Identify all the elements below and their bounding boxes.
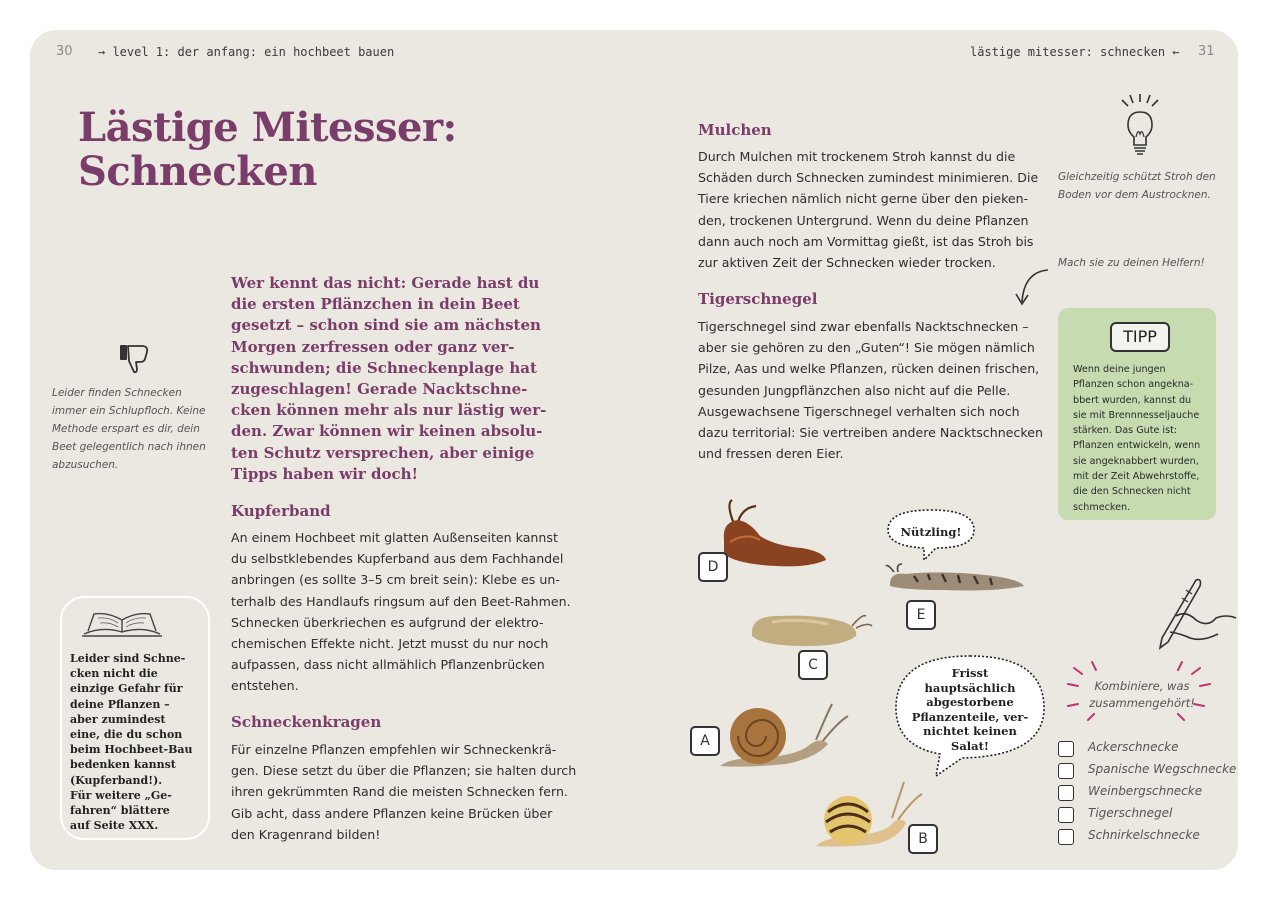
tipp-line: die den Schnecken nicht	[1073, 486, 1191, 498]
quiz-option-label: Tigerschnegel	[1088, 806, 1173, 820]
tigerschnegel-text	[698, 316, 1048, 464]
book-note-line: Leider sind Schne-	[70, 652, 186, 665]
left-running-title: → level 1: der anfang: ein hochbeet bauen	[98, 45, 395, 59]
helper-note: Mach sie zu deinen Helfern!	[1058, 257, 1205, 269]
tipp-line: bbert wurden, kannst du	[1073, 394, 1192, 406]
book-note-line: Für weitere „Ge-	[70, 788, 172, 802]
tipp-line: stärken. Das Gute ist:	[1073, 425, 1178, 437]
mulchen-text	[698, 146, 1048, 273]
quiz-option-label: Ackerschnecke	[1088, 740, 1179, 754]
intro-line: schwunden; die Schneckenplage hat	[231, 358, 537, 377]
body-line: Tigerschnegel sind zwar ebenfalls Nacktschnecken –	[698, 319, 1029, 334]
side-note-line: Leider finden Schnecken	[52, 387, 182, 399]
body-line: den Kragenrand bilden!	[231, 826, 381, 842]
quiz-option-label: Weinbergschnecke	[1088, 784, 1203, 798]
schneckenkragen-text	[231, 739, 581, 845]
bulb-note	[1058, 168, 1228, 204]
bubble-line: Pflanzenteile, ver-	[911, 709, 1029, 724]
body-line: chemischen Effekte nicht. Jetzt musst du nur noch	[231, 636, 549, 652]
intro-line: zugeschlagen! Gerade Nacktschne-	[231, 380, 528, 399]
body-line: entstehen.	[231, 678, 299, 694]
book-note-line: (Kupferband!).	[70, 773, 163, 787]
bubble-line: abgestorbene	[926, 695, 1014, 709]
label-d: D	[698, 552, 728, 582]
tipp-line: Pflanzen schon angekna-	[1073, 379, 1194, 391]
label-b: B	[908, 824, 938, 854]
label-a: A	[690, 726, 720, 756]
side-note-left	[52, 384, 212, 474]
right-page-number: 31	[1198, 44, 1215, 59]
book-note-line: beim Hochbeet-Bau	[70, 743, 193, 757]
bubble-line: nichtet keinen	[923, 724, 1017, 738]
book-note-line: aber zumindest	[70, 712, 166, 726]
book-note-text	[70, 651, 200, 833]
body-line: Tiere kriechen nämlich nicht gerne über den pieken-	[698, 191, 1029, 207]
body-line: Schäden durch Schnecken zumindest minimieren. Die	[698, 170, 1039, 186]
bubble-frisst-text	[896, 666, 1044, 753]
book-note-line: cken nicht die	[70, 667, 158, 681]
bubble-line: Salat!	[951, 738, 989, 753]
body-line: anbringen (es sollte 3–5 cm breit sein): Klebe es un-	[231, 572, 560, 588]
book-note-line: bedenken kannst	[70, 758, 176, 772]
body-line: du selbstklebendes Kupferband aus dem Fachhandel	[231, 551, 564, 567]
label-c: C	[798, 650, 828, 680]
bubble-line: hauptsächlich	[924, 680, 1016, 695]
heading-mulchen: Mulchen	[698, 121, 772, 139]
intro-line: ten Schutz versprechen, aber einige	[231, 443, 535, 462]
left-page-number: 30	[56, 44, 73, 59]
tipp-line: Wenn deine jungen	[1073, 364, 1166, 375]
body-line: Durch Mulchen mit trockenem Stroh kannst du die	[698, 149, 1016, 164]
tipp-line: sie angeknabbert wurden,	[1073, 455, 1199, 467]
curved-arrow-icon	[1012, 266, 1052, 308]
tipp-line: mit der Zeit Abwehrstoffe,	[1073, 471, 1200, 483]
body-line: den, trockenen Untergrund. Wenn du deine Pflanzen	[698, 212, 1029, 228]
quiz-prompt	[1084, 678, 1200, 712]
intro-line: Wer kennt das nicht: Gerade hast du	[231, 274, 540, 292]
thumbs-down-icon	[118, 343, 152, 375]
book-note-line: fahren“ blättere	[70, 804, 170, 818]
light-bulb-icon	[1118, 94, 1162, 160]
side-note-line: abzusuchen.	[52, 459, 119, 471]
book-note-line: auf Seite XXX.	[70, 819, 159, 833]
side-note-line: immer ein Schlupfloch. Keine	[52, 405, 206, 417]
right-running-title: lästige mitesser: schnecken ←	[970, 45, 1180, 59]
heading-tigerschnegel: Tigerschnegel	[698, 290, 818, 308]
tipp-line: sie mit Brennnesseljauche	[1073, 409, 1200, 421]
body-line: An einem Hochbeet mit glatten Außenseiten kannst	[231, 530, 558, 545]
checkbox[interactable]	[1058, 785, 1074, 801]
open-book-icon	[80, 610, 164, 640]
bubble-line: Frisst	[951, 666, 989, 680]
quiz-prompt-line: Kombiniere, was	[1094, 679, 1190, 693]
bulb-note-line: Gleichzeitig schützt Stroh den	[1058, 171, 1216, 183]
intro-line: die ersten Pflänzchen in dein Beet	[231, 295, 520, 314]
checkbox[interactable]	[1058, 741, 1074, 757]
body-line: dazu territorial: Sie vertreiben andere Nacktschnecken	[698, 425, 1043, 441]
body-line: und fressen deren Eier.	[698, 446, 844, 462]
intro-line: den. Zwar können wir keinen absolu-	[231, 422, 543, 441]
body-line: gen. Diese setzt du über die Pflanzen; sie halten durch	[231, 763, 577, 779]
side-note-line: Beet gelegentlich nach ihnen	[52, 441, 206, 453]
intro-line: gesetzt – schon sind sie am nächsten	[231, 316, 541, 335]
snail-a-image	[716, 696, 850, 774]
tipp-label: TIPP	[1110, 322, 1170, 352]
bubble-nuetzling-text: Nützling!	[900, 525, 962, 539]
body-line: Pilze, Aas und welke Pflanzen, rücken deinen frischen,	[698, 361, 1040, 377]
body-line: Ausgewachsene Tigerschnegel verhalten sich noch	[698, 403, 1020, 419]
book-note-line: eine, die du schon	[70, 728, 183, 742]
body-line: Gib acht, dass andere Pflanzen keine Brücken über	[231, 805, 553, 821]
title-line-1: Lästige Mitesser:	[78, 104, 457, 151]
tipp-line: schmecken.	[1073, 501, 1131, 513]
slug-e-image	[884, 562, 1026, 596]
writing-hand-icon	[1146, 576, 1240, 660]
tipp-line: Pflanzen entwickeln, wenn	[1073, 440, 1201, 452]
intro-line: Tipps haben wir doch!	[231, 464, 419, 483]
book-note-line: einzige Gefahr für	[70, 682, 183, 696]
kupferband-text	[231, 527, 581, 697]
title-line-2: Schnecken	[78, 148, 317, 195]
intro-paragraph	[231, 273, 571, 485]
body-line: terhalb des Handlaufs ringsum auf den Beet-Rahmen.	[231, 593, 571, 609]
checkbox[interactable]	[1058, 763, 1074, 779]
label-e: E	[906, 600, 936, 630]
quiz-option-label: Spanische Wegschnecke	[1088, 762, 1237, 776]
body-line: aber sie gehören zu den „Guten“! Sie mögen nämlich	[698, 340, 1035, 356]
book-note-line: deine Pflanzen –	[70, 697, 170, 711]
heading-schneckenkragen: Schneckenkragen	[231, 713, 382, 731]
bulb-note-line: Boden vor dem Austrocknen.	[1058, 189, 1211, 201]
heading-kupferband: Kupferband	[231, 502, 331, 520]
body-line: zur aktiven Zeit der Schnecken wieder trocken.	[698, 255, 996, 271]
body-line: ihren gekrümmten Rand die meisten Schnecken fern.	[231, 784, 568, 800]
tipp-text	[1073, 362, 1207, 515]
body-line: Schnecken überkriechen es aufgrund der elektro-	[231, 614, 544, 630]
side-note-line: Methode erspart es dir, dein	[52, 423, 200, 435]
quiz-option-label: Schnirkelschnecke	[1088, 828, 1200, 842]
slug-d-image	[716, 496, 832, 572]
body-line: dann auch noch am Vormittag gießt, ist das Stroh bis	[698, 233, 1034, 249]
body-line: aufpassen, dass nicht allmählich Pflanzenbrücken	[231, 657, 545, 673]
intro-line: Morgen zerfressen oder ganz ver-	[231, 337, 515, 356]
body-line: Für einzelne Pflanzen empfehlen wir Schneckenkrä-	[231, 742, 557, 757]
checkbox[interactable]	[1058, 829, 1074, 845]
quiz-prompt-line: zusammengehört!	[1089, 696, 1195, 710]
body-line: gesunden Jungpflänzchen also nicht auf die Pelle.	[698, 382, 1011, 398]
slug-c-image	[748, 606, 874, 652]
checkbox[interactable]	[1058, 807, 1074, 823]
intro-line: cken können mehr als nur lästig wer-	[231, 401, 547, 420]
page-title	[78, 106, 457, 194]
